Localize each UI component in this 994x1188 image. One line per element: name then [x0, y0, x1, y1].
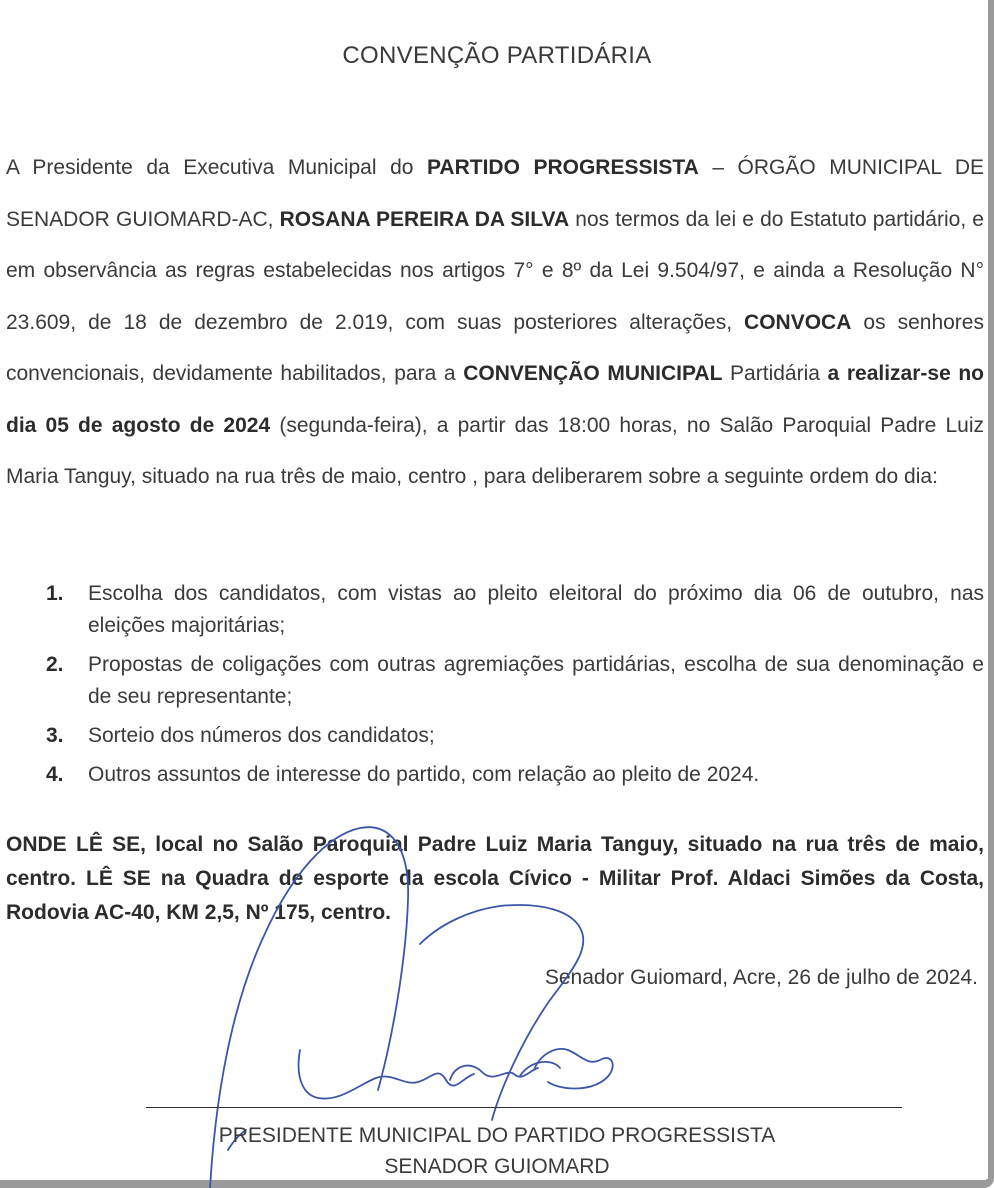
agenda-number: 1.: [46, 582, 64, 605]
agenda-list: [46, 578, 984, 798]
signatory-block: [0, 1120, 994, 1182]
signatory-title: PRESIDENTE MUNICIPAL DO PARTIDO PROGRESSISTA: [218, 1124, 776, 1147]
agenda-number: 4.: [46, 763, 64, 786]
agenda-number: 3.: [46, 724, 64, 747]
convention-name: CONVENÇÃO MUNICIPAL: [463, 362, 723, 385]
para-text-5: Partidária: [722, 362, 828, 385]
agenda-item: [46, 759, 984, 791]
agenda-item: [46, 720, 984, 752]
location-correction: ONDE LÊ SE, local no Salão Paroquial Padre Luiz Maria Tanguy, situado na rua três de maio, centro. LÊ SE na Quadra de esporte da escola Cívico - Militar Prof. Aldaci Simões da Costa, Rodovia AC-40, KM 2,5, Nº 175, centro.: [6, 833, 984, 924]
agenda-text: Propostas de coligações com outras agremiações partidárias, escolha de sua denominação e de seu representante;: [88, 653, 984, 708]
para-text-3: nos termos da lei e do Estatuto partidário, e em observância as regras estabelecidas nos artigos 7° e 8º da Lei 9.504/97, e ainda a Resolução N° 23.609, de 18 de dezembro de 2.019, com suas posteriores alterações,: [6, 207, 984, 334]
agenda-text: Escolha dos candidatos, com vistas ao pleito eleitoral do próximo dia 06 de outubro, nas eleições majoritárias;: [88, 582, 984, 637]
agenda-number: 2.: [46, 653, 64, 676]
convocation-paragraph: [6, 142, 984, 503]
agenda-item: [46, 649, 984, 713]
place-date: Senador Guiomard, Acre, 26 de julho de 2024.: [544, 966, 978, 989]
party-name: PARTIDO PROGRESSISTA: [426, 156, 699, 179]
convention-date: a realizar-se no dia 05 de agosto de 2024: [6, 362, 985, 437]
signature-line: [146, 1107, 902, 1108]
para-text-2: – ÓRGÃO MUNICIPAL DE SENADOR GUIOMARD-AC,: [6, 156, 984, 231]
convoca-word: CONVOCA: [744, 310, 852, 334]
agenda-text: Outros assuntos de interesse do partido, com relação ao pleito de 2024.: [88, 763, 760, 786]
para-text-4: os senhores convencionais, devidamente habilitados, para a: [6, 310, 984, 385]
para-text-1: A Presidente da Executiva Municipal do: [6, 156, 427, 179]
agenda-item: [46, 578, 984, 642]
document-title: CONVENÇÃO PARTIDÁRIA: [342, 42, 652, 69]
para-text-6: (segunda-feira), a partir das 18:00 horas, no Salão Paroquial Padre Luiz Maria Tanguy, situado na rua três de maio, centro , para deliberarem sobre a seguinte ordem do dia:: [6, 413, 985, 488]
president-name: ROSANA PEREIRA DA SILVA: [279, 207, 570, 231]
agenda-text: Sorteio dos números dos candidatos;: [88, 724, 435, 747]
signatory-city: SENADOR GUIOMARD: [384, 1155, 610, 1178]
